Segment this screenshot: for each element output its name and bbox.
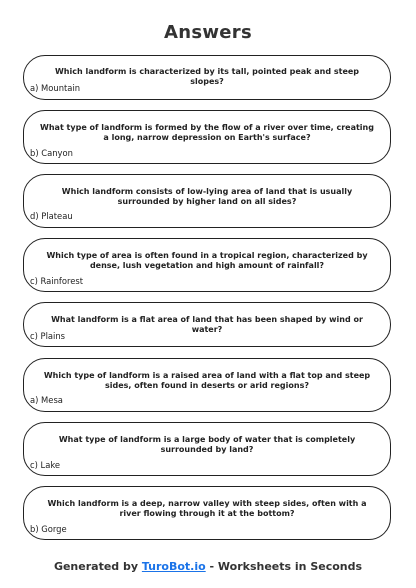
answer-card-1 (23, 55, 391, 100)
page-title: Answers (164, 22, 252, 43)
question-text: What type of landform is formed by the flow of a river over time, creating a long, narrow depression on Earth's surface? (40, 123, 374, 142)
answer-card-3 (23, 174, 391, 228)
question-text: Which type of landform is a raised area of land with a flat top and steep sides, often found in deserts or arid regions? (43, 371, 371, 390)
answer-card-5 (23, 302, 391, 347)
answer-card-2 (23, 110, 391, 164)
answer-text: d) Plateau (30, 211, 73, 221)
question-text: What type of landform is a large body of water that is completely surrounded by land? (58, 435, 356, 454)
answer-text: a) Mountain (30, 83, 81, 93)
question-text: What landform is a flat area of land that has been shaped by wind or water? (51, 315, 363, 334)
question-text: Which landform is a deep, narrow valley with steep sides, often with a river flowing through it at the bottom? (47, 499, 367, 518)
footer-suffix: - Worksheets in Seconds (205, 560, 363, 573)
answer-text: b) Canyon (30, 148, 73, 158)
answer-card-7 (23, 422, 391, 476)
question-text: Which landform consists of low-lying area of land that is usually surrounded by higher land on all sides? (61, 187, 353, 206)
answer-text: c) Plains (30, 331, 66, 341)
footer-prefix: Generated by (53, 560, 142, 573)
answer-text: b) Gorge (30, 524, 67, 534)
answer-text: a) Mesa (30, 395, 63, 405)
answer-text: c) Rainforest (30, 276, 84, 286)
question-text: Which landform is characterized by its tall, pointed peak and steep slopes? (54, 67, 360, 86)
question-text: Which type of area is often found in a tropical region, characterized by dense, lush vegetation and high amount of rainfall? (46, 251, 368, 270)
answer-card-6 (23, 358, 391, 412)
footer (0, 560, 416, 573)
answer-card-4 (23, 238, 391, 292)
answer-text: c) Lake (30, 460, 61, 470)
answer-card-8 (23, 486, 391, 540)
turobot-link[interactable]: TuroBot.io (141, 560, 206, 573)
